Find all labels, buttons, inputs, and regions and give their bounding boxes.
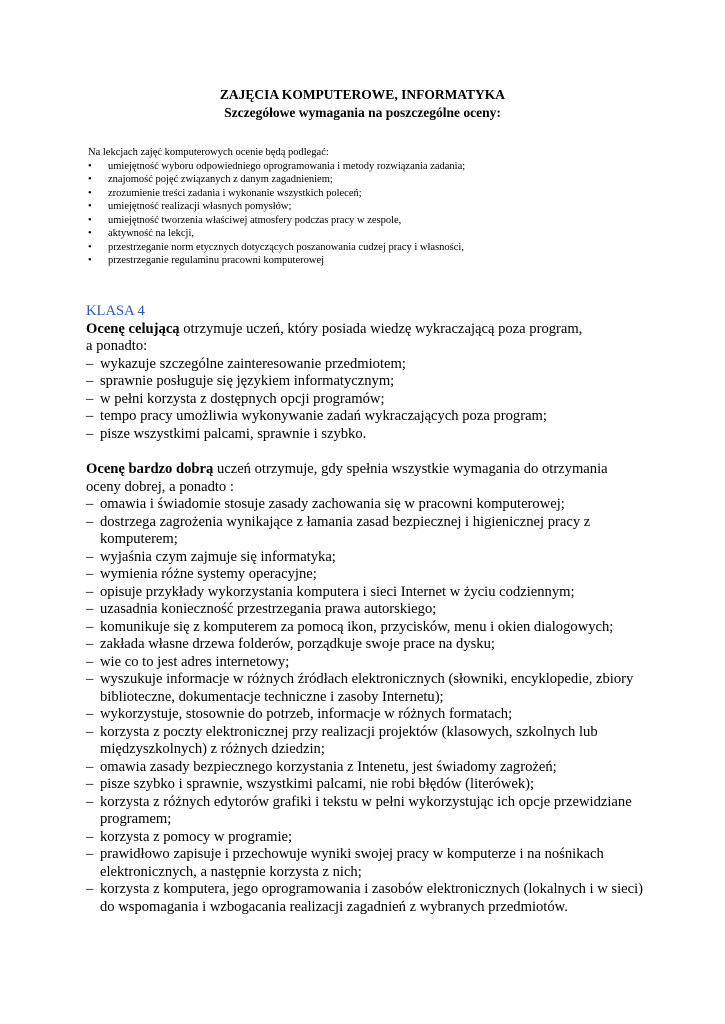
celujaca-item: – tempo pracy umożliwia wykonywanie zadań wykraczających poza program; [86,408,646,426]
celujaca-list [86,356,646,444]
bardzo-dobra-item: – wie co to jest adres internetowy; [86,654,646,672]
bardzo-dobra-item: – omawia i świadomie stosuje zasady zachowania się w pracowni komputerowej; [86,496,646,514]
bardzo-dobra-item: – wykorzystuje, stosownie do potrzeb, informacje w różnych formatach; [86,706,646,724]
bardzo-dobra-item: – opisuje przykłady wykorzystania komputera i sieci Internet w życiu codziennym; [86,584,646,602]
document-title: ZAJĘCIA KOMPUTEROWE, INFORMATYKA [219,87,506,102]
intro-item: • przestrzeganie norm etycznych dotyczących poszanowania cudzej pracy i własności, [88,241,465,255]
bardzo-dobra-list [86,496,646,916]
bardzo-dobra-item: – omawia zasady bezpiecznego korzystania z Intenetu, jest świadomy zagrożeń; [86,759,646,777]
intro-item: • znajomość pojęć związanych z danym zagadnieniem; [88,173,465,187]
bardzo-dobra-item: – zakłada własne drzewa folderów, porządkuje swoje prace na dysku; [86,636,646,654]
bardzo-dobra-item: – korzysta z komputera, jego oprogramowania i zasobów elektronicznych (lokalnych i w sieci) do wspomagania i wzbogacania realizacji zagadnień z wybranych przedmiotów. [86,881,646,916]
bardzo-dobra-item: – wyjaśnia czym zajmuje się informatyka; [86,549,646,567]
bardzo-dobra-item: – uzasadnia konieczność przestrzegania prawa autorskiego; [86,601,646,619]
bardzo-dobra-item: – korzysta z pomocy w programie; [86,829,646,847]
celujaca-text: otrzymuje uczeń, który posiada wiedzę wykraczającą poza program, [179,320,583,337]
klasa-section [86,303,646,916]
celujaca-item: – w pełni korzysta z dostępnych opcji programów; [86,391,646,409]
intro-list [88,160,465,268]
intro-lead: Na lekcjach zajęć komputerowych ocenie będą podlegać: [88,147,329,158]
bardzo-dobra-text: uczeń otrzymuje, gdy spełnia wszystkie wymagania do otrzymania oceny dobrej, a ponadto : [86,461,608,495]
intro-item: • umiejętność realizacji własnych pomysłów; [88,200,465,214]
bardzo-dobra-item: – wymienia różne systemy operacyjne; [86,566,646,584]
bardzo-dobra-paragraph [86,461,646,496]
celujaca-text-line2: a ponadto: [86,338,148,354]
intro-item: • umiejętność wyboru odpowiedniego oprogramowania i metody rozwiązania zadania; [88,160,465,174]
celujaca-item: – sprawnie posługuje się językiem informatycznym; [86,373,646,391]
celujaca-paragraph [86,321,646,339]
intro-item: • zrozumienie treści zadania i wykonanie wszystkich poleceń; [88,187,465,201]
bardzo-dobra-item: – komunikuje się z komputerem za pomocą ikon, przycisków, menu i okien dialogowych; [86,619,646,637]
bardzo-dobra-item: – pisze szybko i sprawnie, wszystkimi palcami, nie robi błędów (literówek); [86,776,646,794]
celujaca-item: – pisze wszystkimi palcami, sprawnie i szybko. [86,426,646,444]
klasa-heading: KLASA 4 [86,303,145,319]
bardzo-dobra-item: – dostrzega zagrożenia wynikające z łamania zasad bezpiecznej i higienicznej pracy z komputerem; [86,514,646,549]
section-gap [86,443,646,461]
intro-item: • umiejętność tworzenia właściwej atmosfery podczas pracy w zespole, [88,214,465,228]
bardzo-dobra-item: – korzysta z różnych edytorów grafiki i tekstu w pełni wykorzystując ich opcje przewidziane programem; [86,794,646,829]
intro-item: • aktywność na lekcji, [88,227,465,241]
celujaca-grade: Ocenę celującą [86,320,180,337]
bardzo-dobra-item: – prawidłowo zapisuje i przechowuje wyniki swojej pracy w komputerze i na nośnikach elektronicznych, a następnie korzysta z nich; [86,846,646,881]
bardzo-dobra-grade: Ocenę bardzo dobrą [86,461,214,477]
intro-section [88,146,465,268]
celujaca-item: – wykazuje szczególne zainteresowanie przedmiotem; [86,356,646,374]
bardzo-dobra-item: – korzysta z poczty elektronicznej przy realizacji projektów (klasowych, szkolnych lub międzyszkolnych) z różnych dziedzin; [86,724,646,759]
document-subtitle: Szczegółowe wymagania na poszczególne oceny: [224,105,501,120]
bardzo-dobra-item: – wyszukuje informacje w różnych źródłach elektronicznych (słowniki, encyklopedie, zbiory biblioteczne, dokumentacje techniczne i zasoby Internetu); [86,671,646,706]
intro-item: • przestrzeganie regulaminu pracowni komputerowej [88,254,465,268]
